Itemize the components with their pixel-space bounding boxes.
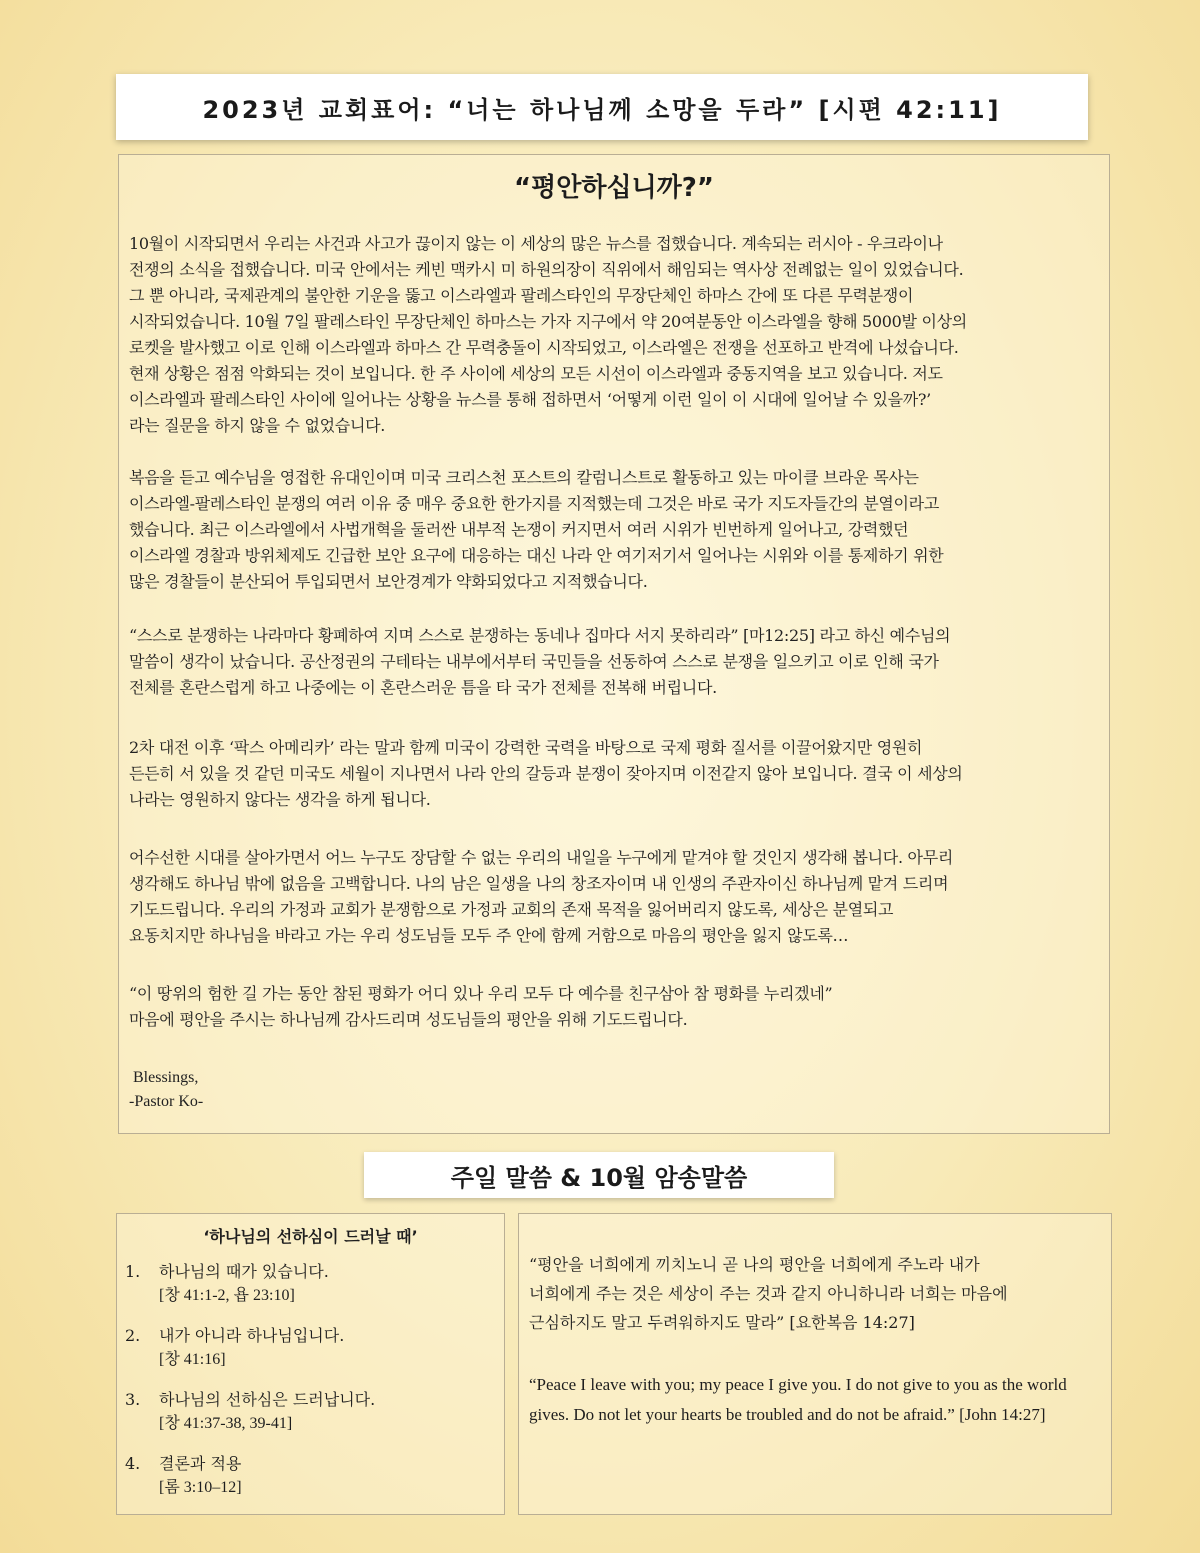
point-reference: [창 41:1-2, 욥 23:10] (159, 1287, 295, 1304)
church-motto: 2023년 교회표어: “너는 하나님께 소망을 두라” [시편 42:11] (202, 95, 1002, 124)
letter-paragraph: “이 땅위의 험한 길 가는 동안 참된 평화가 어디 있나 우리 모두 다 예수를 친구삼아 참 평화를 누리겠네” 마음에 평안을 주시는 하나님께 감사드리며 성도님들의 평안을 위해 기도드립니다. (129, 984, 833, 1029)
point-number: 2. (125, 1326, 141, 1345)
sermon-point (125, 1388, 495, 1436)
sermon-point (125, 1324, 495, 1372)
point-number: 3. (125, 1390, 141, 1409)
memory-verse (518, 1213, 1112, 1515)
point-number: 4. (125, 1454, 141, 1473)
memory-verse-english: “Peace I leave with you; my peace I give you. I do not give to you as the world gives. Do not let your hearts be troubled and do not be afraid.” [John 14:27] (529, 1375, 1067, 1424)
letter-paragraph: 복음을 듣고 예수님을 영접한 유대인이며 미국 크리스천 포스트의 칼럼니스트로 활동하고 있는 마이클 브라운 목사는 이스라엘-팔레스타인 분쟁의 여러 이유 중 매우 중요한 한가지를 지적했는데 그것은 바로 국가 지도자들간의 분열이라고 했습니다. 최근 이스라엘에서 사법개혁을 둘러싼 내부적 논쟁이 커지면서 여러 시위가 빈번하게 일어나고, 강력했던 이스라엘 경찰과 방위체제도 긴급한 보안 요구에 대응하는 대신 나라 안 여기저기서 일어나는 시위와 이를 통제하기 위한 많은 경찰들이 분산되어 투입되면서 보안경계가 약화되었다고 지적했습니다. (129, 468, 944, 591)
letter-paragraph: 10월이 시작되면서 우리는 사건과 사고가 끊이지 않는 이 세상의 많은 뉴스를 접했습니다. 계속되는 러시아 - 우크라이나 전쟁의 소식을 접했습니다. 미국 안에서는 케빈 맥카시 미 하원의장이 직위에서 해임되는 역사상 전례없는 일이 있었습니다. 그 뿐 아니라, 국제관계의 불안한 기운을 뚫고 이스라엘과 팔레스타인의 무장단체인 하마스 간에 또 다른 무력분쟁이 시작되었습니다. 10월 7일 팔레스타인 무장단체인 하마스는 가자 지구에서 약 20여분동안 이스라엘을 향해 5000발 이상의 로켓을 발사했고 이로 인해 이스라엘과 하마스 간 무력충돌이 시작되었고, 이스라엘은 전쟁을 선포하고 반격에 나섰습니다. 현재 상황은 점점 악화되는 것이 보입니다. 한 주 사이에 세상의 모든 시선이 이스라엘과 중동지역을 보고 있습니다. 저도 이스라엘과 팔레스타인 사이에 일어나는 상황을 뉴스를 통해 접하면서 ‘어떻게 이런 일이 이 시대에 일어날 수 있을까?’ 라는 질문을 하지 않을 수 없었습니다. (129, 234, 967, 435)
letter-paragraph: “스스로 분쟁하는 나라마다 황폐하여 지며 스스로 분쟁하는 동네나 집마다 서지 못하리라” [마12:25] 라고 하신 예수님의 말씀이 생각이 났습니다. 공산정권의 구테타는 내부에서부터 국민들을 선동하여 스스로 분쟁을 일으키고 이로 인해 국가 전체를 혼란스럽게 하고 나중에는 이 혼란스러운 틈을 타 국가 전체를 전복해 버립니다. (129, 626, 951, 697)
point-reference: [창 41:37-38, 39-41] (159, 1415, 293, 1432)
sermon-outline (116, 1213, 505, 1515)
point-text: 하나님의 선하심은 드러납니다. (159, 1390, 376, 1409)
sermon-title: ‘하나님의 선하심이 드러날 때’ (203, 1227, 418, 1246)
letter-signature: -Pastor Ko- (129, 1093, 204, 1110)
letter-paragraph: 2차 대전 이후 ‘팍스 아메리카’ 라는 말과 함께 미국이 강력한 국력을 바탕으로 국제 평화 질서를 이끌어왔지만 영원히 든든히 서 있을 것 같던 미국도 세월이 지나면서 나라 안의 갈등과 분쟁이 잦아지며 이전같지 않아 보입니다. 결국 이 세상의 나라는 영원하지 않다는 생각을 하게 됩니다. (129, 738, 963, 809)
pastor-letter (118, 154, 1110, 1134)
section-title-banner (364, 1152, 834, 1198)
sermon-point (125, 1260, 495, 1308)
section-title: 주일 말씀 & 10월 암송말씀 (450, 1163, 748, 1192)
point-number: 1. (125, 1262, 141, 1281)
point-reference: [롬 3:10–12] (159, 1479, 242, 1496)
letter-closing: Blessings, (133, 1069, 199, 1086)
sermon-point (125, 1452, 495, 1500)
point-text: 하나님의 때가 있습니다. (159, 1262, 329, 1281)
point-text: 결론과 적용 (159, 1454, 242, 1473)
letter-paragraph: 어수선한 시대를 살아가면서 어느 누구도 장담할 수 없는 우리의 내일을 누구에게 맡겨야 할 것인지 생각해 봅니다. 아무리 생각해도 하나님 밖에 없음을 고백합니다. 나의 남은 일생을 나의 창조자이며 내 인생의 주관자이신 하나님께 맡겨 드리며 기도드립니다. 우리의 가정과 교회가 분쟁함으로 가정과 교회의 존재 목적을 잃어버리지 않도록, 세상은 분열되고 요동치지만 하나님을 바라고 가는 우리 성도님들 모두 주 안에 함께 거함으로 마음의 평안을 잃지 않도록… (129, 848, 954, 945)
church-motto-banner (116, 74, 1088, 140)
letter-title: “평안하십니까?” (514, 173, 714, 203)
point-text: 내가 아니라 하나님입니다. (159, 1326, 345, 1345)
memory-verse-korean: “평안을 너희에게 끼치노니 곧 나의 평안을 너희에게 주노라 내가 너희에게 주는 것은 세상이 주는 것과 같지 아니하니라 너희는 마음에 근심하지도 말고 두려워하지도 말라” [요한복음 14:27] (529, 1255, 1008, 1332)
point-reference: [창 41:16] (159, 1351, 226, 1368)
